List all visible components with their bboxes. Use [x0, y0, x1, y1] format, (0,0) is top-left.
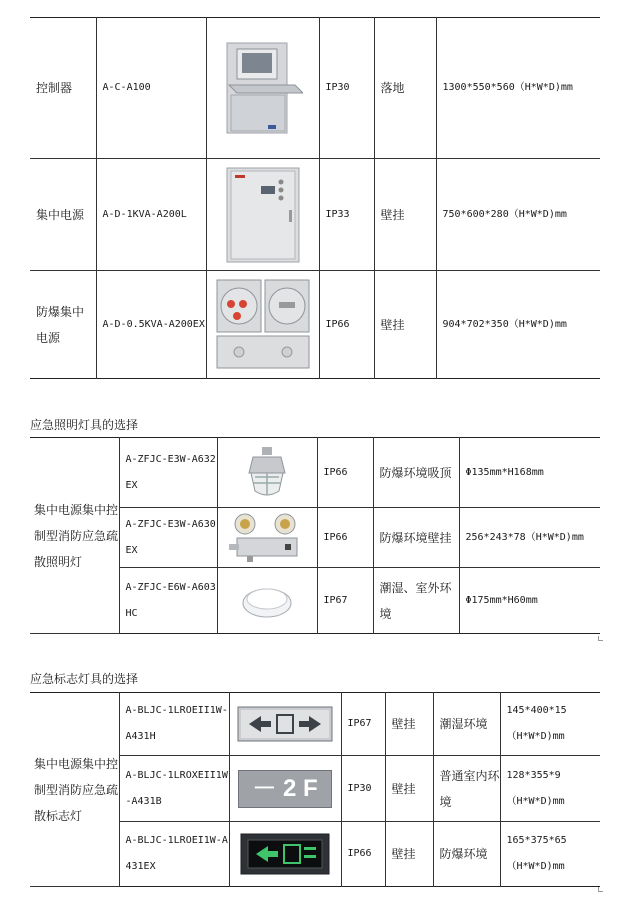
floor-2f-sign-icon — [229, 756, 341, 822]
lamp-model: A-ZFJC-E3W-A630EX — [119, 508, 217, 568]
ip-rating: IP30 — [341, 756, 385, 822]
ip-rating: IP66 — [341, 822, 385, 887]
dimensions: 750*600*280（H*W*D)mm — [436, 159, 600, 271]
mount-type: 壁挂 — [385, 822, 433, 887]
explosion-proof-box-icon — [206, 271, 319, 379]
ip-rating: IP66 — [317, 508, 373, 568]
lighting-table — [30, 437, 600, 634]
environment: 防爆环境 — [433, 822, 500, 887]
product-group: 集中电源集中控制型消防应急疏散标志灯 — [30, 693, 119, 887]
table-end-mark — [598, 887, 603, 892]
lamp-model: A-ZFJC-E6W-A603HC — [119, 568, 217, 634]
table-row — [30, 18, 600, 159]
table-end-mark — [598, 636, 603, 641]
ip-rating: IP67 — [317, 568, 373, 634]
mount-type: 壁挂 — [385, 693, 433, 756]
sign-model: A-BLJC-1LROEI1W-A431EX — [119, 822, 229, 887]
exit-sign-green-icon — [229, 822, 341, 887]
section-heading-lighting: 应急照明灯具的选择 — [30, 418, 139, 432]
product-group: 集中电源集中控制型消防应急疏散照明灯 — [30, 438, 119, 634]
floor-sign-text: － 2 F — [238, 770, 332, 808]
dimensions: 1300*550*560（H*W*D)mm — [436, 18, 600, 159]
environment: 潮湿环境 — [433, 693, 500, 756]
sign-model: A-BLJC-1LROEII1W-A431H — [119, 693, 229, 756]
ip-rating: IP33 — [319, 159, 374, 271]
sign-model: A-BLJC-1LROXEII1W-A431B — [119, 756, 229, 822]
dimensions: Φ175mm*H60mm — [459, 568, 600, 634]
device-model: A-D-0.5KVA-A200EX — [96, 271, 206, 379]
twin-head-lamp-icon — [217, 508, 317, 568]
section-heading-signs: 应急标志灯具的选择 — [30, 672, 139, 686]
mount-type: 壁挂 — [374, 159, 436, 271]
dimensions: 904*702*350（H*W*D)mm — [436, 271, 600, 379]
dimensions: 145*400*15（H*W*D)mm — [500, 693, 600, 756]
device-name: 防爆集中电源 — [36, 304, 85, 345]
dimensions: 165*375*65（H*W*D)mm — [500, 822, 600, 887]
round-ceiling-lamp-icon — [217, 568, 317, 634]
ip-rating: IP66 — [317, 438, 373, 508]
dimensions: 256*243*78（H*W*D)mm — [459, 508, 600, 568]
ip-rating: IP66 — [319, 271, 374, 379]
ip-rating: IP30 — [319, 18, 374, 159]
power-cabinet-icon — [206, 159, 319, 271]
table-row — [30, 159, 600, 271]
device-name: 集中电源 — [30, 159, 96, 271]
environment: 潮湿、室外环境 — [373, 568, 459, 634]
mount-type: 落地 — [374, 18, 436, 159]
table-row — [30, 438, 600, 508]
dimensions: 128*355*9（H*W*D)mm — [500, 756, 600, 822]
device-model: A-D-1KVA-A200L — [96, 159, 206, 271]
dimensions: Φ135mm*H168mm — [459, 438, 600, 508]
device-name: 控制器 — [30, 18, 96, 159]
environment: 防爆环境吸顶 — [373, 438, 459, 508]
table-row — [30, 271, 600, 379]
ip-rating: IP67 — [341, 693, 385, 756]
exit-sign-silver-icon — [229, 693, 341, 756]
device-model: A-C-A100 — [96, 18, 206, 159]
table-row — [30, 693, 600, 756]
equipment-table — [30, 17, 600, 379]
explosion-proof-lamp-icon — [217, 438, 317, 508]
environment: 防爆环境壁挂 — [373, 508, 459, 568]
environment: 普通室内环境 — [433, 756, 500, 822]
mount-type: 壁挂 — [385, 756, 433, 822]
sign-table — [30, 692, 600, 887]
mount-type: 壁挂 — [374, 271, 436, 379]
lamp-model: A-ZFJC-E3W-A632EX — [119, 438, 217, 508]
control-cabinet-icon — [206, 18, 319, 159]
